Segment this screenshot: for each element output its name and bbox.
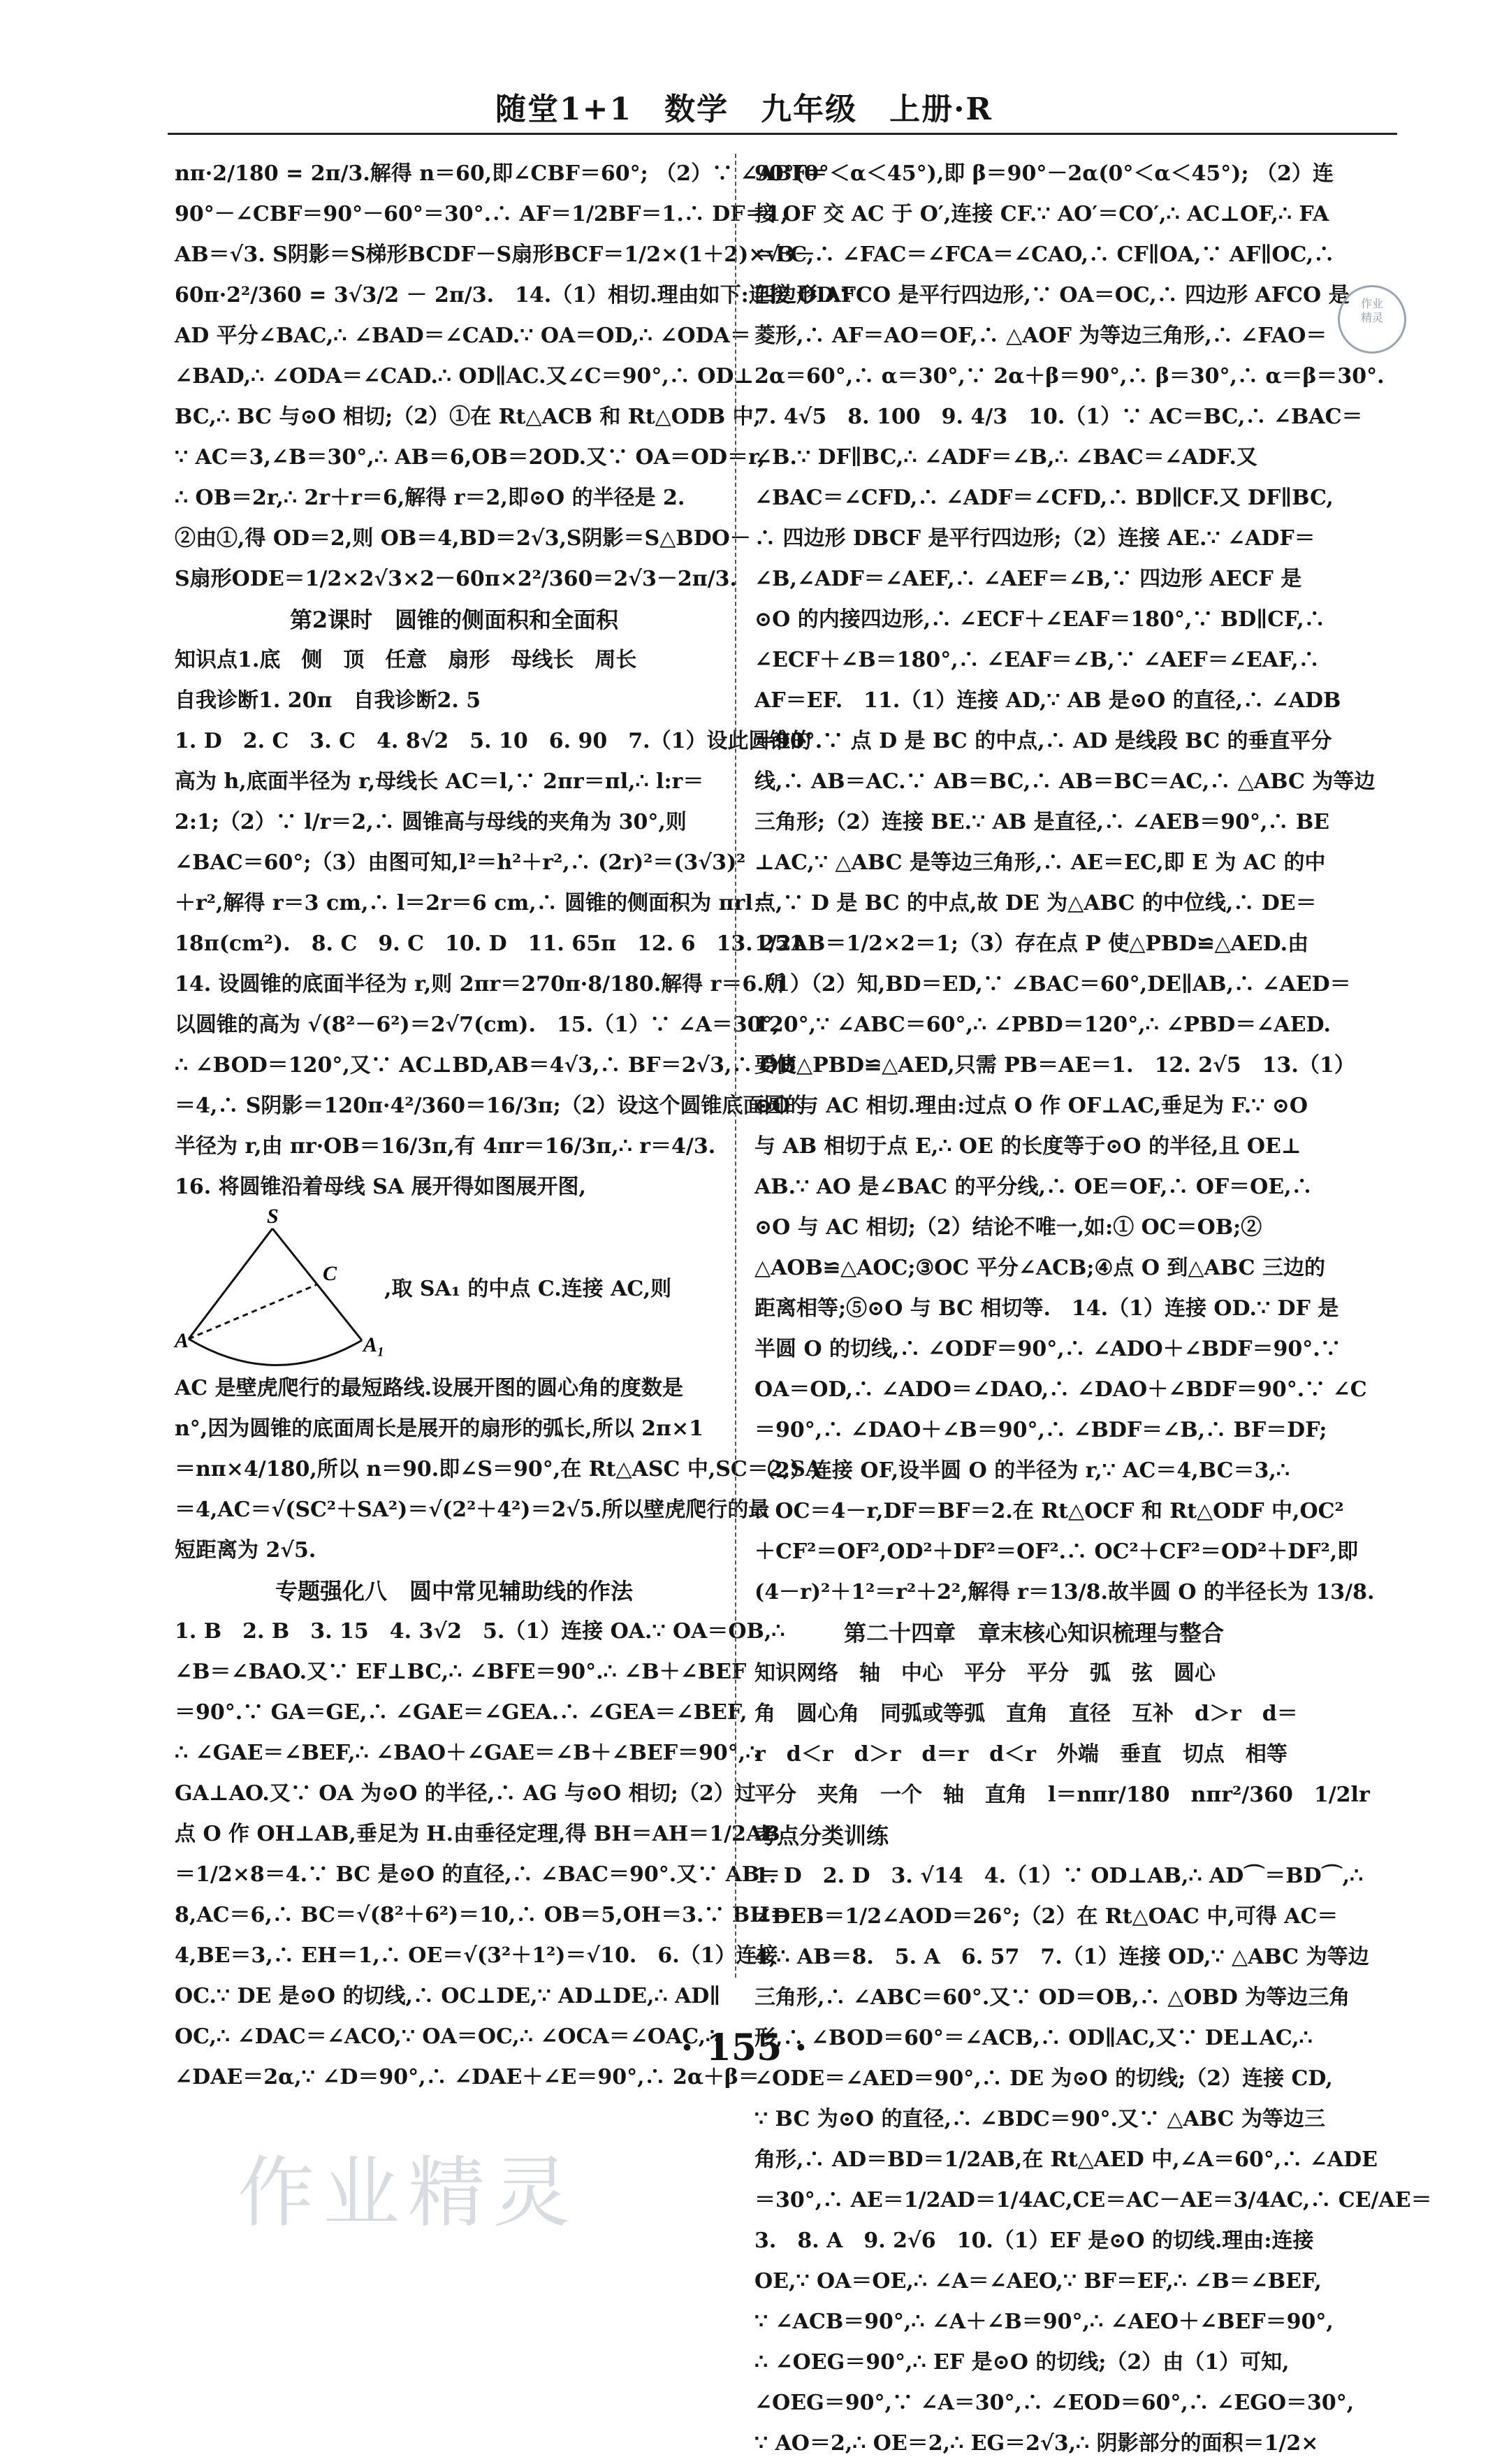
text-line: 线,∴ AB＝AC.∵ AB＝BC,∴ AB＝BC＝AC,∴ △ABC 为等边 <box>754 769 1376 794</box>
text-line: ⊥AC,∵ △ABC 是等边三角形,∴ AE＝EC,即 E 为 AC 的中 <box>754 850 1326 875</box>
text-line: 平分 夹角 一个 轴 直角 l＝nπr/180 nπr²/360 1/2lr <box>754 1783 1370 1807</box>
text-line: 四边形 AFCO 是平行四边形,∵ OA＝OC,∴ 四边形 AFCO 是 <box>754 283 1350 307</box>
text-line: ∴ ∠BOD＝120°,又∵ AC⊥BD,AB＝4√3,∴ BF＝2√3,∴ OB <box>175 1053 796 1078</box>
text-line: OC,∴ ∠DAC＝∠ACO,∵ OA＝OC,∴ ∠OCA＝∠OAC,∴ <box>175 2024 720 2049</box>
text-line: AC 是壁虎爬行的最短路线.设展开图的圆心角的度数是 <box>175 1376 684 1400</box>
text-line: 1. D 2. D 3. √14 4.（1）∵ OD⊥AB,∴ AD⌒＝BD⌒,∴ <box>754 1864 1364 1888</box>
text-line: 120°,∵ ∠ABC＝60°,∴ ∠PBD＝120°,∴ ∠PBD＝∠AED. <box>754 1013 1331 1037</box>
text-line: 60π·2²/360 = 3√3/2 － 2π/3. 14.（1）相切.理由如下:连接 OD.∵ <box>175 283 854 307</box>
text-line: ＋CF²＝OF²,OD²＋DF²＝OF².∴ OC²＋CF²＝OD²＋DF²,即 <box>754 1539 1359 1564</box>
text-line: 点,∵ D 是 BC 的中点,故 DE 为△ABC 的中位线,∴ DE＝ <box>754 891 1317 915</box>
text-line: 与 AB 相切于点 E,∴ OE 的长度等于⊙O 的半径,且 OE⊥ <box>754 1134 1301 1159</box>
text-line: ∠ECF＋∠B＝180°,∴ ∠EAF＝∠B,∵ ∠AEF＝∠EAF,∴ <box>754 648 1320 672</box>
text-line: （1）（2）知,BD＝ED,∵ ∠BAC＝60°,DE∥AB,∴ ∠AED＝ <box>754 972 1351 997</box>
text-line: ∠BAD,∴ ∠ODA＝∠CAD.∴ OD∥AC.又∠C＝90°,∴ OD⊥ <box>175 364 754 389</box>
text-line: ∴ OC＝4－r,DF＝BF＝2.在 Rt△OCF 和 Rt△ODF 中,OC² <box>754 1499 1344 1523</box>
text-line: BC,∴ BC 与⊙O 相切;（2）①在 Rt△ACB 和 Rt△ODB 中, <box>175 405 761 429</box>
point-label: A <box>175 1329 189 1352</box>
text-line: n°,因为圆锥的底面周长是展开的扇形的弧长,所以 2π×1 <box>175 1416 703 1441</box>
watermark: 作业精灵 <box>238 2148 578 2238</box>
text-line: GA⊥AO.又∵ OA 为⊙O 的半径,∴ AG 与⊙O 相切;（2）过 <box>175 1781 756 1806</box>
text-line: 半径为 r,由 πr·OB＝16/3π,有 4πr＝16/3π,∴ r＝4/3. <box>175 1134 716 1159</box>
text-line: ∴ 四边形 DBCF 是平行四边形;（2）连接 AE.∵ ∠ADF＝ <box>754 526 1315 551</box>
text-line: OC.∵ DE 是⊙O 的切线,∴ OC⊥DE,∵ AD⊥DE,∴ AD∥ <box>175 1984 721 2008</box>
text-line: 1/2AB＝1/2×2＝1;（3）存在点 P 使△PBD≌△AED.由 <box>754 932 1309 956</box>
text-line: 要使△PBD≌△AED,只需 PB＝AE＝1. 12. 2√5 13.（1） <box>754 1053 1355 1078</box>
point-label: A₁ <box>363 1333 385 1356</box>
text-line: 知识点1.底 侧 顶 任意 扇形 母线长 周长 <box>175 648 637 672</box>
text-line: ∠DEB＝1/2∠AOD＝26°;（2）在 Rt△OAC 中,可得 AC＝ <box>754 1904 1339 1929</box>
text-line: OA＝OD,∴ ∠ADO＝∠DAO,∴ ∠DAO＋∠BDF＝90°.∵ ∠C <box>754 1377 1367 1402</box>
text-line: S扇形ODE＝1/2×2√3×2－60π×2²/360＝2√3－2π/3. <box>175 567 738 591</box>
text-line: 2:1;（2）∵ l/r＝2,∴ 圆锥高与母线的夹角为 30°,则 <box>175 810 687 834</box>
stamp-text-line2: 精灵 <box>1360 311 1383 324</box>
cone-unfolded-sector-diagram <box>175 1205 385 1368</box>
text-line: 以圆锥的高为 √(8²－6²)＝2√7(cm). 15.（1）∵ ∠A＝30°, <box>175 1013 780 1037</box>
text-line: ∠B,∠ADF＝∠AEF,∴ ∠AEF＝∠B,∵ 四边形 AECF 是 <box>754 567 1302 591</box>
text-line: ∵ AC＝3,∠B＝30°,∴ AB＝6,OB＝2OD.又∵ OA＝OD＝r, <box>175 445 766 470</box>
text-line: 短距离为 2√5. <box>175 1538 316 1563</box>
text-line: ∠BAC＝∠CFD,∴ ∠ADF＝∠CFD,∴ BD∥CF.又 DF∥BC, <box>754 486 1334 510</box>
text-line: ∴ ∠OEG＝90°,∴ EF 是⊙O 的切线;（2）由（1）可知, <box>754 2350 1290 2375</box>
text-line: 半圆 O 的切线,∴ ∠ODF＝90°,∴ ∠ADO＋∠BDF＝90°.∵ <box>754 1337 1341 1361</box>
point-label: S <box>267 1205 279 1228</box>
figure-caption: ,取 SA₁ 的中点 C.连接 AC,则 <box>384 1277 672 1301</box>
text-line: 16. 将圆锥沿着母线 SA 展开得如图展开图, <box>175 1175 586 1199</box>
text-line: OE,∵ OA＝OE,∴ ∠A＝∠AEO,∵ BF＝EF,∴ ∠B＝∠BEF, <box>754 2269 1322 2293</box>
text-line: r d＜r d＞r d＝r d＜r 外端 垂直 切点 相等 <box>754 1742 1288 1767</box>
text-line: 形,∴ ∠BOD＝60°＝∠ACB,∴ OD∥AC,又∵ DE⊥AC,∴ <box>754 2026 1313 2050</box>
text-line: ∴ OB＝2r,∴ 2r＋r＝6,解得 r＝2,即⊙O 的半径是 2. <box>175 486 685 510</box>
text-line: 自我诊断1. 20π 自我诊断2. 5 <box>175 688 481 713</box>
segment-AC <box>189 1284 317 1339</box>
text-line: ＝90°.∵ 点 D 是 BC 的中点,∴ AD 是线段 BC 的垂直平分 <box>754 729 1332 753</box>
page-header: 随堂1+1 数学 九年级 上册·R <box>495 92 993 127</box>
stamp-logo <box>1338 285 1406 354</box>
text-line: 菱形,∴ AF＝AO＝OF,∴ △AOF 为等边三角形,∴ ∠FAO＝ <box>754 324 1327 348</box>
text-line: ＝90°.∵ GA＝GE,∴ ∠GAE＝∠GEA.∴ ∠GEA＝∠BEF, <box>175 1700 747 1725</box>
text-line: 角形,∴ AD＝BD＝1/2AB,在 Rt△AED 中,∠A＝60°,∴ ∠ADE <box>754 2147 1378 2172</box>
text-line: 14. 设圆锥的底面半径为 r,则 2πr＝270π·8/180.解得 r＝6.所 <box>175 972 785 997</box>
text-line: ＝FC,∴ ∠FAC＝∠FCA＝∠CAO,∴ CF∥OA,∵ AF∥OC,∴ <box>754 242 1335 267</box>
text-line: AF＝EF. 11.（1）连接 AD,∵ AB 是⊙O 的直径,∴ ∠ADB <box>754 688 1341 713</box>
text-line: 1. B 2. B 3. 15 4. 3√2 5.（1）连接 OA.∵ OA＝OB,∴ <box>175 1619 785 1644</box>
text-line: ②由①,得 OD＝2,则 OB＝4,BD＝2√3,S阴影＝S△BDO－ <box>175 526 751 551</box>
text-line: 高为 h,底面半径为 r,母线长 AC＝l,∵ 2πr＝πl,∴ l:r＝ <box>175 769 704 794</box>
stamp-text-line1: 作业 <box>1360 297 1383 310</box>
text-line: ⊙O 与 AC 相切;（2）结论不唯一,如:① OC＝OB;② <box>754 1215 1262 1240</box>
sector-arc <box>189 1339 362 1365</box>
text-line: ＝4,∴ S阴影＝120π·4²/360＝16/3π;（2）设这个圆锥底面圆的 <box>175 1094 806 1118</box>
column-divider <box>735 154 736 1978</box>
text-line: △AOB≌△AOC;③OC 平分∠ACB;④点 O 到△ABC 三边的 <box>754 1256 1325 1280</box>
text-line: 点 O 作 OH⊥AB,垂足为 H.由垂径定理,得 BH＝AH＝1/2AB <box>175 1822 780 1846</box>
text-line: 2α＝60°,∴ α＝30°,∵ 2α＋β＝90°,∴ β＝30°,∴ α＝β＝30°. <box>754 364 1385 389</box>
page-number: · 155 · <box>680 2027 808 2069</box>
text-line: ∵ AO＝2,∴ OE＝2,∴ EG＝2√3,∴ 阴影部分的面积＝1/2× <box>754 2431 1319 2456</box>
text-line: ⊙O 的内接四边形,∴ ∠ECF＋∠EAF＝180°,∵ BD∥CF,∴ <box>754 607 1325 632</box>
header-rule <box>168 133 1397 135</box>
text-line: ∠DAE＝2α,∵ ∠D＝90°,∴ ∠DAE＋∠E＝90°,∴ 2α＋β＝ <box>175 2065 759 2089</box>
text-line: 接 OF 交 AC 于 O′,连接 CF.∵ AO′＝CO′,∴ AC⊥OF,∴ FA <box>754 202 1329 226</box>
text-line: AB＝√3. S阴影＝S梯形BCDF－S扇形BCF＝1/2×(1＋2)×√3－ <box>175 242 816 267</box>
point-label: C <box>323 1262 337 1285</box>
text-line: ∠OEG＝90°,∵ ∠A＝30°,∴ ∠EOD＝60°,∴ ∠EGO＝30°, <box>754 2391 1355 2415</box>
text-line: ＋r²,解得 r＝3 cm,∴ l＝2r＝6 cm,∴ 圆锥的侧面积为 πrl＝ <box>175 891 774 915</box>
text-line: ＝30°,∴ AE＝1/2AD＝1/4AC,CE＝AC－AE＝3/4AC,∴ CE/AE＝ <box>754 2188 1432 2212</box>
text-line: (4－r)²＋1²＝r²＋2²,解得 r＝13/8.故半圆 O 的半径长为 13/8. <box>754 1580 1375 1604</box>
text-line: ＝4,AC＝√(SC²＋SA²)＝√(2²＋4²)＝2√5.所以壁虎爬行的最 <box>175 1498 770 1522</box>
section-heading: 考点分类训练 <box>754 1822 889 1849</box>
text-line: 1. D 2. C 3. C 4. 8√2 5. 10 6. 90 7.（1）设此圆锥的 <box>175 729 812 753</box>
text-line: 18π(cm²). 8. C 9. C 10. D 11. 65π 12. 6 13. 251 <box>175 932 804 956</box>
text-line: 3. 8. A 9. 2√6 10.（1）EF 是⊙O 的切线.理由:连接 <box>754 2229 1314 2253</box>
text-line: 90°(0°＜α＜45°),即 β＝90°－2α(0°＜α＜45°); （2）连 <box>754 161 1334 186</box>
text-line: nπ·2/180 = 2π/3.解得 n＝60,即∠CBF＝60°; （2）∵ ∠ABF＝ <box>175 161 828 186</box>
text-line: 4,∴ AB＝8. 5. A 6. 57 7.（1）连接 OD,∵ △ABC 为等边 <box>754 1945 1369 1969</box>
text-line: 知识网络 轴 中心 平分 平分 弧 弦 圆心 <box>754 1661 1216 1686</box>
text-line: ∠B.∵ DF∥BC,∴ ∠ADF＝∠B,∴ ∠BAC＝∠ADF.又 <box>754 445 1257 470</box>
text-line: 三角形;（2）连接 BE.∵ AB 是直径,∴ ∠AEB＝90°,∴ BE <box>754 810 1330 834</box>
text-line: AD 平分∠BAC,∴ ∠BAD＝∠CAD.∵ OA＝OD,∴ ∠ODA＝ <box>175 324 751 348</box>
text-line: 90°－∠CBF＝90°－60°＝30°.∴ AF＝1/2BF＝1.∴ DF＝1, <box>175 202 788 226</box>
text-line: ∵ ∠ACB＝90°,∴ ∠A＋∠B＝90°,∴ ∠AEO＋∠BEF＝90°, <box>754 2310 1334 2334</box>
radius-SA <box>189 1229 272 1339</box>
section-heading: 专题强化八 圆中常见辅助线的作法 <box>275 1578 633 1604</box>
text-line: 4,BE＝3,∴ EH＝1,∴ OE＝√(3²＋1²)＝√10. 6.（1）连接 <box>175 1943 778 1968</box>
text-line: AB.∵ AO 是∠BAC 的平分线,∴ OE＝OF,∴ OF＝OE,∴ <box>754 1175 1313 1199</box>
sector-figure-row <box>175 1205 734 1368</box>
text-line: 8,AC＝6,∴ BC＝√(8²＋6²)＝10,∴ OB＝5,OH＝3.∵ BH＝ <box>175 1903 791 1927</box>
text-line: ∠B＝∠BAO.又∵ EF⊥BC,∴ ∠BFE＝90°.∴ ∠B＋∠BEF <box>175 1660 747 1684</box>
section-heading: 第二十四章 章末核心知识梳理与整合 <box>843 1620 1224 1646</box>
text-line: ＝1/2×8＝4.∵ BC 是⊙O 的直径,∴ ∠BAC＝90°.又∵ AB＝ <box>175 1862 781 1887</box>
text-line: ＝nπ×4/180,所以 n＝90.即∠S＝90°,在 Rt△ASC 中,SC＝2,SA <box>175 1457 822 1481</box>
text-line: 角 圆心角 同弧或等弧 直角 直径 互补 d＞r d＝ <box>754 1702 1298 1726</box>
text-line: 距离相等;⑤⊙O 与 BC 相切等. 14.（1）连接 OD.∵ DF 是 <box>754 1296 1339 1321</box>
text-line: ∴ ∠GAE＝∠BEF,∴ ∠BAO＋∠GAE＝∠B＋∠BEF＝90°,∴ <box>175 1741 759 1765</box>
text-line: （2）连接 OF,设半圆 O 的半径为 r,∵ AC＝4,BC＝3,∴ <box>754 1458 1290 1483</box>
text-line: 7. 4√5 8. 100 9. 4/3 10.（1）∵ AC＝BC,∴ ∠BAC＝ <box>754 405 1363 429</box>
text-line: ＝90°,∴ ∠DAO＋∠B＝90°,∴ ∠BDF＝∠B,∴ BF＝DF; <box>754 1418 1327 1442</box>
section-heading: 第2课时 圆锥的侧面积和全面积 <box>289 607 619 633</box>
text-line: 三角形,∴ ∠ABC＝60°.又∵ OD＝OB,∴ △OBD 为等边三角 <box>754 1985 1350 2010</box>
text-line: ⊙O 与 AC 相切.理由:过点 O 作 OF⊥AC,垂足为 F.∵ ⊙O <box>754 1094 1308 1118</box>
text-line: ∠BAC＝60°;（3）由图可知,l²＝h²＋r²,∴ (2r)²＝(3√3)² <box>175 850 746 875</box>
text-line: ∵ BC 为⊙O 的直径,∴ ∠BDC＝90°.又∵ △ABC 为等边三 <box>754 2107 1325 2131</box>
text-line: ∠ODE＝∠AED＝90°,∴ DE 为⊙O 的切线;（2）连接 CD, <box>754 2066 1333 2091</box>
